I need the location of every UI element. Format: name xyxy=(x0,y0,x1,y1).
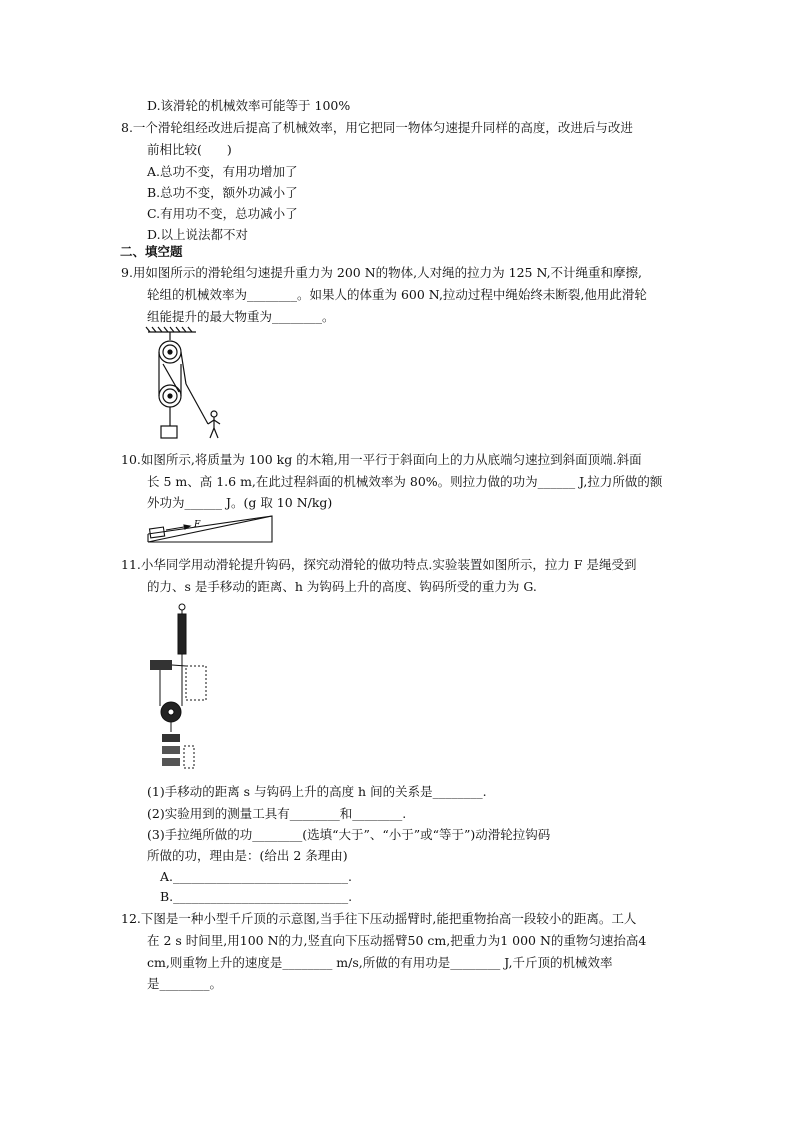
q10-line1: 10.如图所示,将质量为 100 kg 的木箱,用一平行于斜面向上的力从底端匀速拉到斜面顶端.斜面 xyxy=(121,452,642,467)
q9-line2: 轮组的机械效率为________。如果人的体重为 600 N,拉动过程中绳始终未断裂,他用此滑轮 xyxy=(147,287,647,302)
q10-line3: 外功为______ J。(g 取 10 N/kg) xyxy=(147,495,333,510)
q11-line1: 11.小华同学用动滑轮提升钩码，探究动滑轮的做功特点.实验装置如图所示，拉力 F 是绳受到 xyxy=(121,557,637,572)
q9-line1: 9.用如图所示的滑轮组匀速提升重力为 200 N的物体,人对绳的拉力为 125 N,不计绳重和摩擦, xyxy=(121,265,643,280)
q12-line4: 是________。 xyxy=(147,976,223,991)
q8-option-d: D.以上说法都不对 xyxy=(147,227,249,242)
incline-figure xyxy=(146,512,276,544)
q11-sub2: (2)实验用到的测量工具有________和________. xyxy=(147,806,407,821)
movable-pulley-figure xyxy=(146,600,220,776)
q8-option-c: C.有用功不变，总功减小了 xyxy=(147,206,298,221)
q8-option-b: B.总功不变，额外功减小了 xyxy=(147,185,298,200)
q11-reason-b: B.____________________________. xyxy=(160,889,353,904)
q11-sub1: (1)手移动的距离 s 与钩码上升的高度 h 间的关系是________. xyxy=(147,784,487,799)
q12-line2: 在 2 s 时间里,用100 N的力,竖直向下压动摇臂50 cm,把重力为1 000 N的重物匀速抬高4 xyxy=(147,933,647,948)
q11-reason-a: A.____________________________. xyxy=(160,869,352,884)
q9-line3: 组能提升的最大物重为________。 xyxy=(147,309,335,324)
q12-line1: 12.下图是一种小型千斤顶的示意图,当手往下压动摇臂时,能把重物抬高一段较小的距离。工人 xyxy=(121,911,637,926)
q11-sub3: (3)手拉绳所做的功________(选填“大于”、“小于”或“等于”)动滑轮拉钩码 xyxy=(147,827,551,842)
q12-line3: cm,则重物上升的速度是________ m/s,所做的有用功是________ J,千斤顶的机械效率 xyxy=(147,955,613,970)
q7-option-d: D.该滑轮的机械效率可能等于 100% xyxy=(147,98,351,113)
q10-line2: 长 5 m、高 1.6 m,在此过程斜面的机械效率为 80%。则拉力做的功为______ J,拉力所做的额 xyxy=(147,474,663,489)
pulley-system-figure xyxy=(144,324,228,442)
q8-stem-line2: 前相比较( ) xyxy=(147,142,232,157)
q8-option-a: A.总功不变，有用功增加了 xyxy=(147,164,298,179)
section-title: 二、填空题 xyxy=(120,244,183,259)
q11-line2: 的力、s 是手移动的距离、h 为钩码上升的高度、钩码所受的重力为 G. xyxy=(147,579,537,594)
force-label: F xyxy=(194,520,201,530)
q11-sub3-continued: 所做的功，理由是：(给出 2 条理由) xyxy=(147,848,348,863)
q8-stem-line1: 8.一个滑轮组经改进后提高了机械效率，用它把同一物体匀速提升同样的高度，改进后与改进 xyxy=(121,120,633,135)
